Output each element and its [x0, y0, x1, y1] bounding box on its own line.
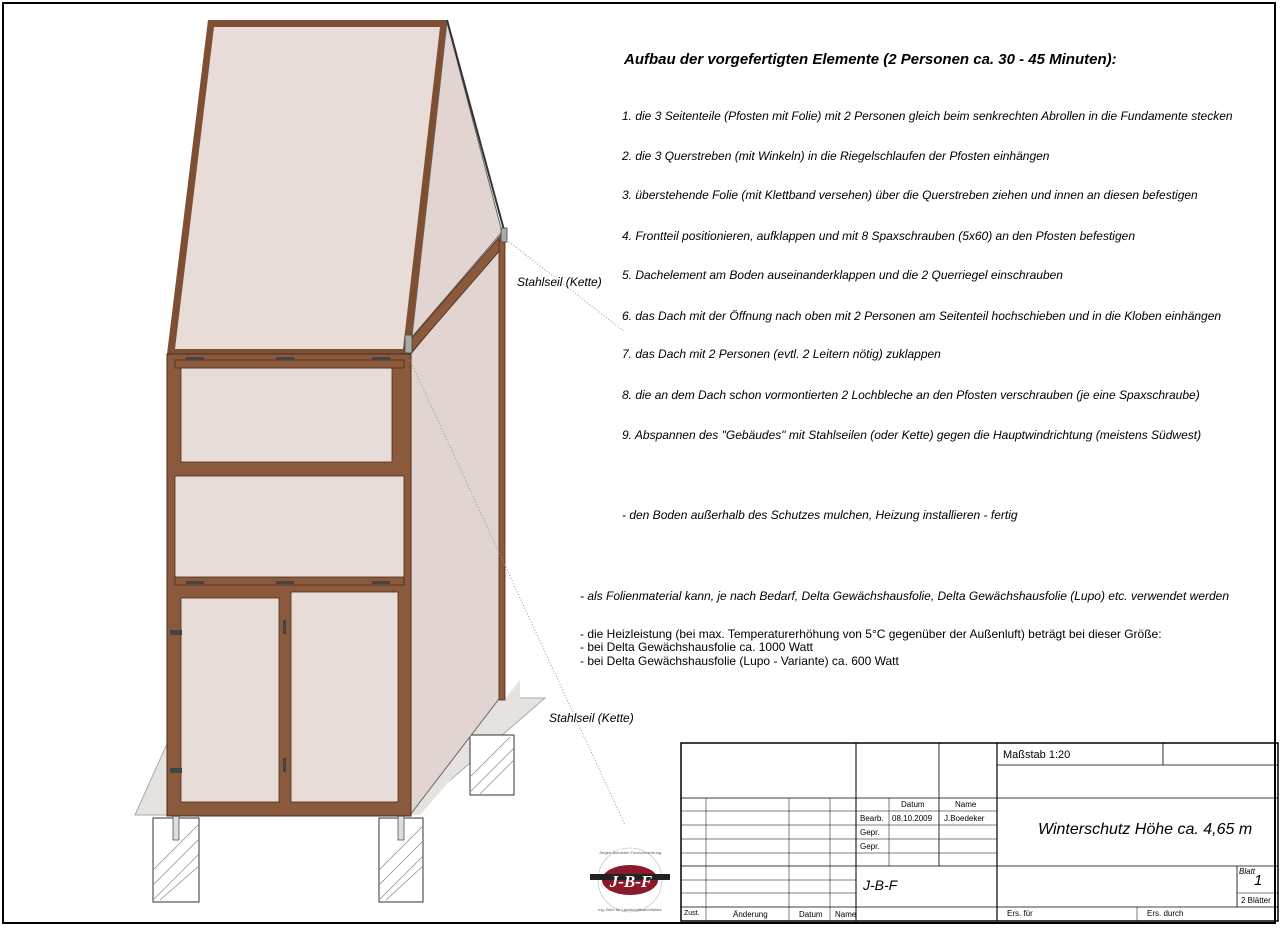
- cable-label-top: Stahlseil (Kette): [517, 275, 602, 289]
- material-note: - als Folienmaterial kann, je nach Bedarf, Delta Gewächshausfolie, Delta Gewächshausfolie (Lupo) etc. verwendet werden: [580, 589, 1230, 603]
- tb-scale: Maßstab 1:20: [1003, 749, 1071, 761]
- tb-row-bearb: Bearb.: [860, 814, 884, 823]
- foundation-block: [470, 735, 514, 795]
- logo-ring-bottom: Ing.-Büro für Landschaftsarchitektur: [598, 907, 662, 912]
- panel-middle: [175, 476, 404, 578]
- step-8: 8. die an dem Dach schon vormontierten 2 Lochbleche an den Pfosten verschrauben (je eine Spaxschraube): [622, 388, 1200, 402]
- jbf-logo: [590, 848, 670, 912]
- heating-note-2: - bei Delta Gewächshausfolie ca. 1000 Watt: [580, 640, 814, 654]
- heating-note-1: - die Heizleistung (bei max. Temperaturerhöhung von 5°C gegenüber der Außenluft) beträgt bei dieser Größe:: [580, 627, 1162, 641]
- tb-footer-aenderung: Änderung: [733, 910, 768, 919]
- step-2: 2. die 3 Querstreben (mit Winkeln) in die Riegelschlaufen der Pfosten einhängen: [622, 149, 1050, 163]
- tb-footer-datum: Datum: [799, 910, 823, 919]
- tb-ers-fuer: Ers. für: [1007, 909, 1033, 918]
- tb-footer-zust: Zust.: [684, 910, 700, 917]
- step-3: 3. überstehende Folie (mit Klettband versehen) über die Querstreben ziehen und innen an diesen befestigen: [622, 188, 1198, 202]
- roof-front-foil: [175, 27, 440, 349]
- door-right: [291, 592, 398, 802]
- tb-blatt-number: 1: [1254, 872, 1263, 889]
- tb-ers-durch: Ers. durch: [1147, 909, 1184, 918]
- tb-drawing-title: Winterschutz Höhe ca. 4,65 m: [1038, 821, 1253, 838]
- tb-blatt-total: 2 Blätter: [1241, 896, 1271, 905]
- heating-note-3: - bei Delta Gewächshausfolie (Lupo - Variante) ca. 600 Watt: [580, 654, 899, 668]
- step-1: 1. die 3 Seitenteile (Pfosten mit Folie) mit 2 Personen gleich beim senkrechten Abrollen in die Fundamente stecken: [622, 109, 1233, 123]
- door-left: [181, 598, 279, 802]
- logo-text: J-B-F: [609, 872, 653, 891]
- panel-top: [181, 368, 392, 462]
- tb-bearb-name: J.Boedeker: [944, 814, 985, 823]
- tb-col-datum: Datum: [901, 800, 925, 809]
- tb-row-gepr2: Gepr.: [860, 842, 880, 851]
- tb-footer-name: Name: [835, 910, 857, 919]
- side-post: [499, 240, 505, 700]
- step-6: 6. das Dach mit der Öffnung nach oben mit 2 Personen am Seitenteil hochschieben und in die Kloben einhängen: [622, 309, 1222, 323]
- tb-bearb-datum: 08.10.2009: [892, 814, 933, 823]
- tb-row-gepr1: Gepr.: [860, 828, 880, 837]
- final-note: - den Boden außerhalb des Schutzes mulchen, Heizung installieren - fertig: [622, 508, 1018, 522]
- tb-col-name: Name: [955, 800, 977, 809]
- step-4: 4. Frontteil positionieren, aufklappen und mit 8 Spaxschrauben (5x60) an den Pfosten befestigen: [622, 229, 1135, 243]
- cable-label-bottom: Stahlseil (Kette): [549, 711, 634, 725]
- step-9: 9. Abspannen des "Gebäudes" mit Stahlseilen (oder Kette) gegen die Hauptwindrichtung (meistens Südwest): [622, 428, 1202, 442]
- tb-company: J-B-F: [863, 877, 898, 893]
- tb-blatt-label: Blatt: [1239, 867, 1256, 876]
- instructions-title: Aufbau der vorgefertigten Elemente (2 Personen ca. 30 - 45 Minuten):: [624, 51, 1117, 68]
- step-7: 7. das Dach mit 2 Personen (evtl. 2 Leitern nötig) zuklappen: [622, 347, 941, 361]
- logo-ring-top: Jürgen Boedeker Forstvermehrung: [598, 850, 662, 855]
- step-5: 5. Dachelement am Boden auseinanderklappen und die 2 Querriegel einschrauben: [622, 268, 1063, 282]
